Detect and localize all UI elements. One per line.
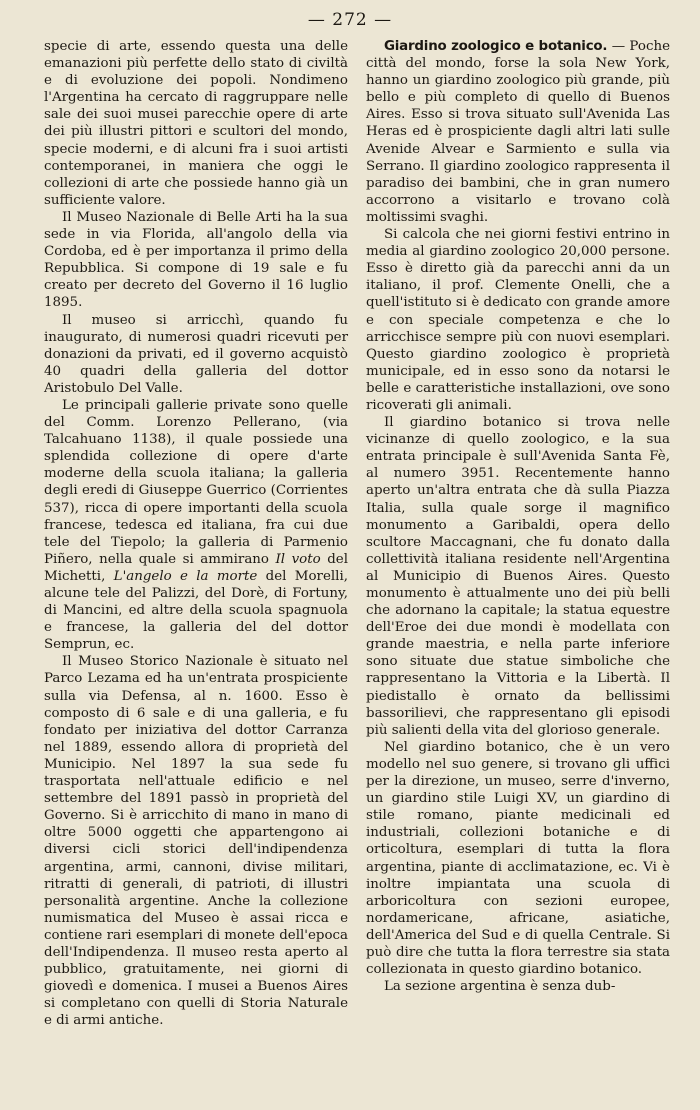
title-il-voto: Il voto <box>275 551 321 567</box>
paragraph-museo-arricchito: Il museo si arricchì, quando fu inaugurato, di numerosi quadri ricevuti per donazioni da privati, ed il governo acquistò 40 quadri della galleria del dottor Aristobulo Del Valle. <box>44 312 348 396</box>
giardino-intro-text: — Poche città del mondo, forse la sola New York, hanno un giardino zoologico più grande, più bello e più completo di quello di Buenos Aires. Esso si trova situato sull'Avenida Las Heras ed è prospiciente dagli altri lati sulle Avenide Alvear e Sarmiento e sulla via Serrano. Il giardino zoologico rappresenta il paradiso dei bambini, che in gran numero accorrono a visitarlo e trovano colà moltissimi svaghi. <box>366 39 670 225</box>
gallerie-text-b: del Michetti, <box>44 551 348 584</box>
section-heading-giardino: Giardino zoologico e botanico. <box>384 39 608 54</box>
title-angelo-morte: L'angelo e la morte <box>113 568 258 584</box>
paragraph-gallerie-private <box>44 397 348 653</box>
gallerie-text-a: Le principali gallerie private sono quelle del Comm. Lorenzo Pellerano, (via Talcahuano 1138), il quale possiede una splendida collezione di opere d'arte moderne della scuola italiana; la galleria degli eredi di Giuseppe Guerrico (Corrientes 537), ricca di opere importanti della scuola francese, tedesca ed italiana, fra cui due tele del Tiepolo; la galleria di Parmenio Piñero, nella quale si ammirano <box>44 397 348 567</box>
paragraph-giardino-intro <box>366 38 670 226</box>
paragraph-giardino-botanico: Il giardino botanico si trova nelle vicinanze di quello zoologico, e la sua entrata principale è sull'Avenida Santa Fè, al numero 3951. Recentemente hanno aperto un'altra entrata che dà sulla Piazza Italia, sulla quale sorge il magnifico monumento a Garibaldi, opera dello scultore Maccagnani, che fu donato dalla collettività italiana residente nell'Argentina al Municipio di Buenos Aires. Questo monumento è attualmente uno dei più belli che adornano la capitale; la statua equestre dell'Eroe dei due mondi è modellata con grande maestria, e nella parte inferiore sono situate due statue simboliche che rappresentano la Vittoria e la Libertà. Il piedistallo è ornato da bellissimi bassorilievi, che rappresentano gli episodi più salienti della vita del glorioso generale. <box>366 415 670 738</box>
paragraph-botanico-modello: Nel giardino botanico, che è un vero modello nel suo genere, si trovano gli uffici per la direzione, un museo, serre d'inverno, un giardino stile Luigi XV, un giardino di stile romano, piante medicinali ed industriali, collezioni botaniche e di orticoltura, esemplari di tutta la flora argentina, piante di acclimatazione, ec. Vi è inoltre impiantata una scuola di arboricoltura con sezioni europee, nordamericane, africane, asiatiche, dell'America del Sud e di quella Centrale. Si può dire che tutta la flora terrestre sia stata collezionata in questo giardino botanico. <box>366 739 670 978</box>
gallerie-text-c: del Morelli, alcune tele del Palizzi, del Dorè, di Fortuny, di Mancini, ed altre della scuola spagnuola e francese, la galleria del del dottor Semprun, ec. <box>44 568 348 653</box>
left-column <box>44 38 348 1029</box>
paragraph-arte-intro: specie di arte, essendo questa una delle emanazioni più perfette dello stato di civiltà e di evoluzione dei popoli. Nondimeno l'Argentina ha cercato di raggruppare nelle sale dei suoi musei parecchie opere di arte dei più illustri pittori e scultori del mondo, specie moderni, e di alcuni fra i suoi artisti contemporanei, in maniera che oggi le collezioni di arte che possiede hanno già un sufficiente valore. <box>44 39 348 208</box>
right-column <box>366 38 670 995</box>
page-number: — 272 — <box>307 10 393 30</box>
paragraph-visitatori: Si calcola che nei giorni festivi entrino in media al giardino zoologico 20,000 persone. Esso è diretto già da parecchi anni da un italiano, il prof. Clemente Onelli, che a quell'istituto si è dedicato con grande amore e con speciale competenza e che lo arricchisce sempre più con nuovi esemplari. Questo giardino zoologico è proprietà municipale, ed in esso sono da notarsi le belle e caratteristiche installazioni, ove sono ricoverati gli animali. <box>366 227 670 413</box>
paragraph-museo-storico: Il Museo Storico Nazionale è situato nel Parco Lezama ed ha un'entrata prospiciente sulla via Defensa, al n. 1600. Esso è composto di 6 sale e di una galleria, e fu fondato per iniziativa del dottor Carranza nel 1889, essendo allora di proprietà del Municipio. Nel 1897 la sua sede fu trasportata nell'attuale edificio e nel settembre del 1891 passò in proprietà del Governo. Si è arricchito di mano in mano di oltre 5000 oggetti che appartengono ai diversi cicli storici dell'indipendenza argentina, armi, cannoni, divise militari, ritratti di generali, di patrioti, di illustri personalità argentine. Anche la collezione numismatica del Museo è assai ricca e contiene rari esemplari di monete dell'epoca dell'Indipendenza. Il museo resta aperto al pubblico, gratuitamente, nei giorni di giovedì e domenica. I musei a Buenos Aires si completano con quelli di Storia Naturale e di armi antiche. <box>44 654 348 1029</box>
paragraph-museo-belle-arti: Il Museo Nazionale di Belle Arti ha la sua sede in via Florida, all'angolo della via Cordoba, ed è per importanza il primo della Repubblica. Si compone di 19 sale e fu creato per decreto del Governo il 16 luglio 1895. <box>44 209 348 311</box>
paragraph-sezione-argentina: La sezione argentina è senza dub- <box>384 979 616 995</box>
